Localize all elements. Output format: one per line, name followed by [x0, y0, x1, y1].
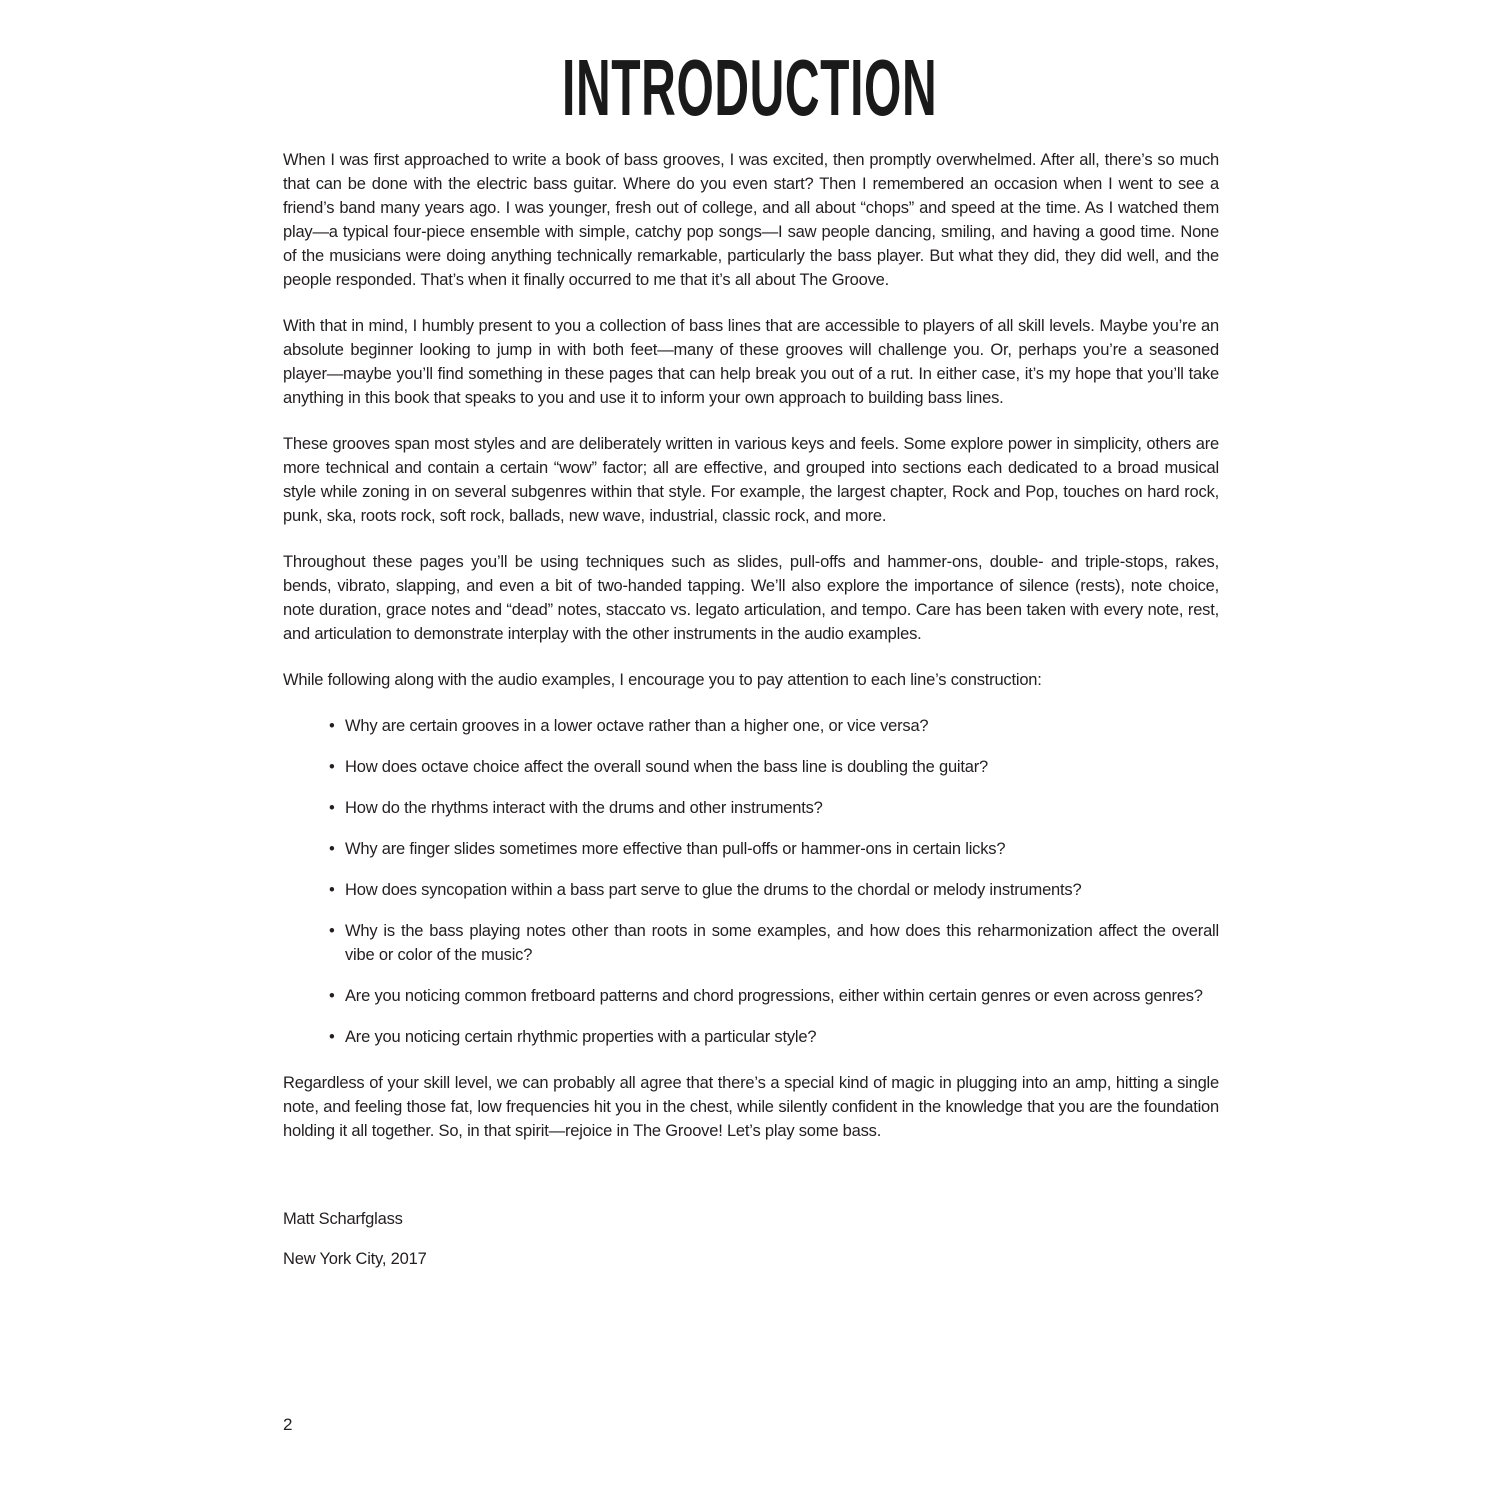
- list-item-text: Why is the bass playing notes other than roots in some examples, and how does this reharmonization affect the overall vibe or color of the music?: [345, 922, 1219, 964]
- list-item-text: Are you noticing common fretboard patterns and chord progressions, either within certain genres or even across genres?: [345, 987, 1203, 1005]
- signature-location: New York City, 2017: [283, 1250, 427, 1268]
- author-signature: Matt Scharfglass: [283, 1210, 403, 1228]
- list-item: [283, 919, 1219, 967]
- bullet-icon: •: [329, 799, 335, 817]
- list-item: [283, 1025, 1219, 1049]
- list-item: [283, 984, 1219, 1008]
- construction-questions-list: [283, 714, 1219, 1049]
- list-item: [283, 714, 1219, 738]
- list-item-text: Why are certain grooves in a lower octave rather than a higher one, or vice versa?: [345, 717, 929, 735]
- list-item-text: How does syncopation within a bass part serve to glue the drums to the chordal or melody instruments?: [345, 881, 1082, 899]
- bullet-icon: •: [329, 987, 335, 1005]
- bullet-icon: •: [329, 840, 335, 858]
- page-title-wrap: [0, 0, 1500, 132]
- bullet-icon: •: [329, 881, 335, 899]
- intro-paragraph-5: While following along with the audio examples, I encourage you to pay attention to each line’s construction:: [283, 671, 1042, 689]
- list-item-text: How does octave choice affect the overall sound when the bass line is doubling the guitar?: [345, 758, 989, 776]
- closing-paragraph: Regardless of your skill level, we can probably all agree that there’s a special kind of magic in plugging into an amp, hitting a single note, and feeling those fat, low frequencies hit you in the chest, while silently confident in the knowledge that you are the foundation holding it all together. So, in that spirit—rejoice in The Groove! Let’s play some bass.: [283, 1074, 1219, 1140]
- list-item: [283, 837, 1219, 861]
- intro-paragraph-3: These grooves span most styles and are deliberately written in various keys and feels. Some explore power in simplicity, others are more technical and contain a certain “wow” factor; all are effective, and grouped into sections each dedicated to a broad musical style while zoning in on several subgenres within that style. For example, the largest chapter, Rock and Pop, touches on hard rock, punk, ska, roots rock, soft rock, ballads, new wave, industrial, classic rock, and more.: [283, 435, 1219, 525]
- list-item-text: Why are finger slides sometimes more effective than pull-offs or hammer-ons in certain licks?: [345, 840, 1006, 858]
- list-item-text: How do the rhythms interact with the drums and other instruments?: [345, 799, 823, 817]
- page-title: INTRODUCTION: [562, 43, 938, 132]
- intro-paragraph-4: Throughout these pages you’ll be using techniques such as slides, pull-offs and hammer-ons, double- and triple-stops, rakes, bends, vibrato, slapping, and even a bit of two-handed tapping. We’ll also explore the importance of silence (rests), note choice, note duration, grace notes and “dead” notes, staccato vs. legato articulation, and tempo. Care has been taken with every note, rest, and articulation to demonstrate interplay with the other instruments in the audio examples.: [283, 553, 1219, 643]
- bullet-icon: •: [329, 1028, 335, 1046]
- intro-paragraph-2: With that in mind, I humbly present to you a collection of bass lines that are accessible to players of all skill levels. Maybe you’re an absolute beginner looking to jump in with both feet—many of these grooves will challenge you. Or, perhaps you’re a seasoned player—maybe you’ll find something in these pages that can help break you out of a rut. In either case, it’s my hope that you’ll take anything in this book that speaks to you and use it to inform your own approach to building bass lines.: [283, 317, 1219, 407]
- page-number: 2: [283, 1415, 293, 1434]
- list-item: [283, 796, 1219, 820]
- list-item-text: Are you noticing certain rhythmic properties with a particular style?: [345, 1028, 817, 1046]
- list-item: [283, 878, 1219, 902]
- bullet-icon: •: [329, 717, 335, 735]
- list-item: [283, 755, 1219, 779]
- intro-paragraph-1: When I was first approached to write a book of bass grooves, I was excited, then promptly overwhelmed. After all, there’s so much that can be done with the electric bass guitar. Where do you even start? Then I remembered an occasion when I went to see a friend’s band many years ago. I was younger, fresh out of college, and all about “chops” and speed at the time. As I watched them play—a typical four-piece ensemble with simple, catchy pop songs—I saw people dancing, smiling, and having a good time. None of the musicians were doing anything technically remarkable, particularly the bass player. But what they did, they did well, and the people responded. That’s when it finally occurred to me that it’s all about The Groove.: [283, 151, 1219, 289]
- bullet-icon: •: [329, 922, 335, 940]
- bullet-icon: •: [329, 758, 335, 776]
- page-content: [283, 148, 1219, 1293]
